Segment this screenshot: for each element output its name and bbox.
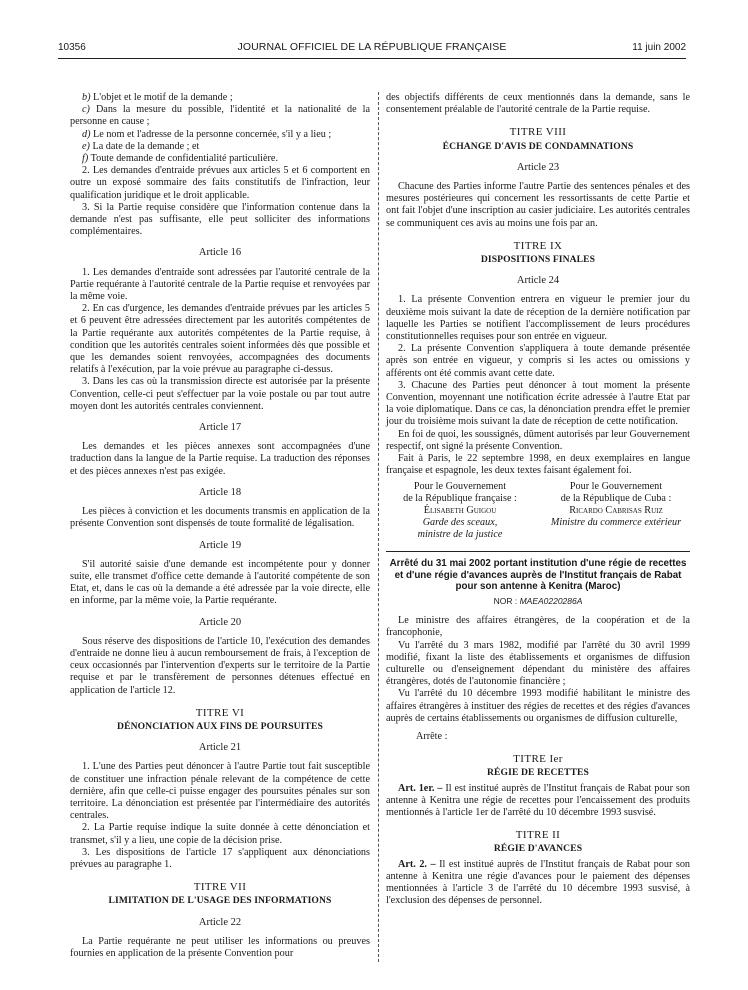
- left-column: [70, 92, 370, 960]
- list-item: c) Dans la mesure du possible, l'identité et la nationalité de la personne en cause ;: [70, 104, 370, 128]
- paragraph: S'il autorité saisie d'une demande est incompétente pour y donner suite, elle transmet d'office cette demande à l'autorité compétente de son Etat, et, dans le cas où la demande a été adressée par la voie directe, elle en informe, par la même voie, la Partie requérante.: [70, 558, 370, 607]
- paragraph: 1. Les demandes d'entraide sont adressées par l'autorité centrale de la Partie requérante à l'autorité centrale de la Partie requise et renvoyées par la même voie.: [70, 266, 370, 303]
- list-item: b) L'objet et le motif de la demande ;: [82, 92, 233, 103]
- arrete-title: Arrêté du 31 mai 2002 portant institution d'une régie de recettes et d'une régie d'avances auprès de l'Institut français de Rabat pour son antenne à Kenitra (Maroc): [389, 558, 687, 593]
- article-heading: Article 23: [516, 161, 560, 173]
- paragraph: Sous réserve des dispositions de l'article 10, l'exécution des demandes d'entraide ne donne lieu à aucun remboursement de frais, à l'exception de ceux occasionnés par l'intervention d'experts sur le territoire de la Partie requise et par le transfèrement de personnes détenues effectué en application de l'article 12.: [70, 635, 370, 696]
- header-rule: [58, 58, 686, 59]
- paragraph: 3. Si la Partie requise considère que l'information contenue dans la demande n'est pas suffisante, elle peut solliciter des informations complémentaires.: [70, 201, 370, 238]
- paragraph: Les demandes et les pièces annexes sont accompagnées d'une traduction dans la langue de la Partie requise. La traduction des réponses et des pièces annexes n'est pas exigée.: [70, 441, 370, 477]
- paragraph: 1. La présente Convention entrera en vigueur le premier jour du deuxième mois suivant la date de réception de la dernière notification par laquelle les Parties se notifient l'accomplissement de leurs procédures constitutionnelles requises pour son entrée en vigueur.: [386, 294, 690, 343]
- signatory-name: Ricardo Cabrisas Ruiz: [569, 505, 663, 517]
- paragraph: 3. Dans les cas où la transmission directe est autorisée par la présente Convention, celle-ci peut s'effectuer par la voie postale ou par tout autre moyen dont les autorités centrales conviennent.: [70, 376, 370, 412]
- signature-block: [386, 481, 690, 541]
- article-heading: Article 18: [198, 486, 242, 498]
- paragraph: 3. Les dispositions de l'article 17 s'appliquent aux dénonciations prévues au paragraphe 1.: [70, 846, 370, 870]
- signatory-name: Élisabeth Guigou: [423, 505, 497, 517]
- paragraph: 2. La présente Convention s'appliquera à toute demande présentée après son entrée en vigueur, y compris si les actes ou omissions y afférents ont été commis avant cette date.: [386, 343, 690, 379]
- page-header: [58, 40, 686, 56]
- list-item: e) La date de la demande ; et: [82, 140, 200, 152]
- article-heading: Article 22: [198, 916, 242, 928]
- paragraph: En foi de quoi, les soussignés, dûment autorisés par leur Gouvernement respectif, ont signé la présente Convention.: [386, 428, 690, 452]
- paragraph: Art. 1er. – Il est institué auprès de l'Institut français de Rabat pour son antenne à Kenitra une régie de recettes pour l'encaissement des produits mentionnés à l'article 1er de l'arrêté du 10 décembre 1993 susvisé.: [386, 782, 691, 819]
- paragraph: Vu l'arrêté du 10 décembre 1993 modifié habilitant le ministre des affaires étrangères à instituer des régies de recettes et des régies d'avances auprès de certains établissements ou organismes de diffusion culturelle,: [386, 688, 690, 724]
- titre-heading: TITRE VII: [193, 881, 247, 894]
- arrete-word: Arrête :: [416, 731, 448, 743]
- nor-reference: NOR : MAEA0220286A: [493, 595, 583, 606]
- article-heading: Article 20: [198, 616, 242, 628]
- list-item: d) Le nom et l'adresse de la personne concernée, s'il y a lieu ;: [82, 128, 332, 140]
- signature-cuba: Pour le Gouvernement de la République de Cuba : Ricardo Cabrisas Ruiz Ministre du commerce extérieur: [542, 481, 690, 541]
- paragraph: 1. L'une des Parties peut dénoncer à l'autre Partie tout fait susceptible de constituer une infraction pénale relevant de la compétence de cette dernière, afin que celle-ci puisse engager des poursuites pénales sur son territoire. La dénonciation est présentée par l'intermédiaire des autorités centrales.: [70, 761, 370, 822]
- paragraph: Le ministre des affaires étrangères, de la coopération et de la francophonie,: [386, 615, 690, 639]
- section-rule: [386, 551, 690, 552]
- issue-date: 11 juin 2002: [632, 42, 686, 53]
- paragraph: 3. Chacune des Parties peut dénoncer à tout moment la présente Convention, moyennant une notification écrite adressée à l'autre Etat par la voie diplomatique. Dans ce cas, la dénonciation prendra effet le premier jour du troisième mois suivant la date de réception de cette notification.: [386, 379, 690, 428]
- article-heading: Article 19: [198, 539, 242, 551]
- paragraph: 2. La Partie requise indique la suite donnée à cette dénonciation et transmet, s'il y a lieu, une copie de la décision prise.: [70, 822, 370, 846]
- paragraph: 2. Les demandes d'entraide prévues aux articles 5 et 6 comportent en outre un exposé sommaire des faits constitutifs de l'infraction, leur qualification juridique et le droit applicable.: [70, 165, 370, 201]
- titre-subheading: DÉNONCIATION AUX FINS DE POURSUITES: [117, 720, 323, 732]
- article-heading: Article 16: [198, 247, 242, 259]
- column-divider: [378, 92, 379, 962]
- right-column: [386, 92, 690, 907]
- journal-title: JOURNAL OFFICIEL DE LA RÉPUBLIQUE FRANÇAISE: [237, 41, 507, 53]
- article-heading: Article 17: [198, 422, 242, 434]
- titre-heading: TITRE Ier: [513, 753, 563, 766]
- titre-heading: TITRE VIII: [509, 126, 567, 139]
- titre-subheading: DISPOSITIONS FINALES: [480, 254, 596, 266]
- list-item: f) Toute demande de confidentialité particulière.: [82, 153, 278, 165]
- paragraph: Art. 2. – Il est institué auprès de l'Institut français de Rabat pour son antenne à Kenitra une régie d'avances pour le paiement des dépenses mentionnées à l'article 3 de l'arrêté du 10 décembre 1993 susvisé, à l'exclusion des dépenses de personnel.: [386, 858, 691, 907]
- paragraph: Chacune des Parties informe l'autre Partie des sentences pénales et des mesures postérieures qui concernent les ressortissants de cette Partie et ont fait l'objet d'une inscription au casier judiciaire. Les autorités centrales se communiquent ces avis au moins une fois par an.: [386, 181, 690, 229]
- titre-heading: TITRE IX: [513, 239, 563, 252]
- titre-subheading: ÉCHANGE D'AVIS DE CONDAMNATIONS: [442, 140, 634, 152]
- paragraph: La Partie requérante ne peut utiliser les informations ou preuves fournies en application de la présente Convention pour: [70, 935, 370, 959]
- paragraph: 2. En cas d'urgence, les demandes d'entraide prévues par les articles 5 et 6 peuvent être adressées directement par les autorités compétentes de la Partie requérante aux autorités compétentes de la Partie requise, à condition que les autorités centrales soient informées dès que possible et que les demandes soient renvoyées, accompagnées des documents relatifs à l'exécution, par la voie prévue au paragraphe ci-dessus.: [70, 303, 370, 376]
- page-number: 10356: [58, 42, 86, 53]
- titre-subheading: RÉGIE DE RECETTES: [487, 767, 589, 779]
- signature-france: Pour le Gouvernement de la République française : Élisabeth Guigou Garde des sceaux, ministre de la justice: [386, 481, 534, 541]
- article-heading: Article 24: [516, 275, 560, 287]
- article-heading: Article 21: [198, 742, 242, 754]
- titre-subheading: LIMITATION DE L'USAGE DES INFORMATIONS: [108, 895, 332, 907]
- paragraph: Fait à Paris, le 22 septembre 1998, en deux exemplaires en langue française et espagnole, les deux textes faisant également foi.: [386, 453, 690, 477]
- titre-heading: TITRE II: [515, 829, 561, 842]
- paragraph: Les pièces à conviction et les documents transmis en application de la présente Convention sont dispensés de toute formalité de légalisation.: [70, 506, 370, 530]
- titre-heading: TITRE VI: [195, 706, 245, 719]
- paragraph: Vu l'arrêté du 3 mars 1982, modifié par l'arrêté du 30 avril 1999 modifié, fixant la liste des établissements et organismes de diffusion culturelle ou d'enseignement dépendant du ministère des affaires étrangères, dotés de l'autonomie financière ;: [386, 639, 690, 688]
- paragraph: des objectifs différents de ceux mentionnés dans la demande, sans le consentement préalable de l'autorité centrale de la Partie requise.: [386, 92, 690, 116]
- titre-subheading: RÉGIE D'AVANCES: [493, 843, 583, 855]
